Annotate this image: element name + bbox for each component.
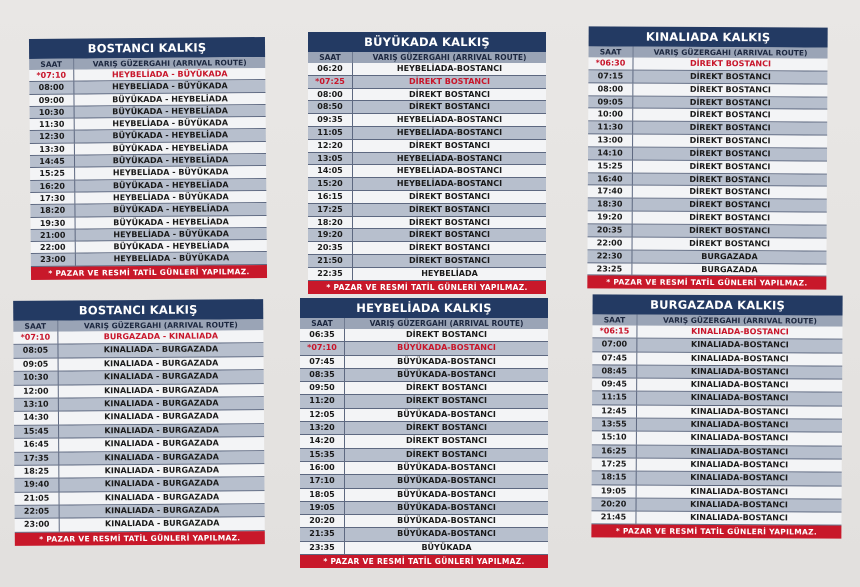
- footnote: * PAZAR VE RESMİ TATİL GÜNLERİ YAPILMAZ.: [587, 276, 826, 290]
- departure-time: 17:35: [14, 452, 59, 465]
- departure-time: 20:35: [308, 242, 353, 254]
- table-row: [300, 542, 548, 555]
- table-row: [587, 250, 826, 264]
- arrival-route: BÜYÜKADA - HEYBELİADA: [112, 179, 229, 190]
- departure-time: 19:30: [31, 217, 76, 229]
- arrival-route: DİREKT BOSTANCI: [409, 191, 490, 201]
- table-row: [592, 472, 842, 487]
- departure-time: 09:05: [588, 96, 633, 108]
- arrival-route: HEYBELİADA - BÜYÜKADA: [112, 167, 229, 178]
- table-row: [308, 229, 546, 242]
- arrival-route: KINALIADA - BURGAZADA: [104, 492, 220, 502]
- departure-time: 06:20: [308, 63, 353, 75]
- arrival-route: DİREKT BOSTANCI: [689, 225, 771, 236]
- table-row: [588, 147, 827, 161]
- arrival-route: HEYBELİADA-BOSTANCI: [396, 153, 503, 163]
- route-column-header: VARIŞ GÜZERGAHI (ARRIVAL ROUTE): [83, 320, 238, 331]
- route-column-header: VARIŞ GÜZERGAHI (ARRIVAL ROUTE): [372, 53, 527, 62]
- arrival-route: KINALIADA-BOSTANCI: [691, 326, 789, 337]
- table-row: [308, 217, 546, 230]
- arrival-route: BÜYÜKADA-BOSTANCI: [397, 356, 496, 366]
- departure-time: 19:20: [588, 211, 633, 223]
- departure-time: 21:45: [591, 512, 636, 525]
- arrival-route: KINALIADA - BURGAZADA: [103, 371, 219, 382]
- departure-time: 19:05: [300, 502, 345, 514]
- table-row: [592, 432, 842, 447]
- table-title: BÜYÜKADA KALKIŞ: [308, 32, 546, 52]
- footnote: * PAZAR VE RESMİ TATİL GÜNLERİ YAPILMAZ.: [15, 531, 265, 546]
- departure-time: 08:50: [308, 101, 353, 113]
- arrival-route: DİREKT BOSTANCI: [689, 200, 771, 210]
- departure-time: 08:45: [592, 365, 637, 378]
- departure-time: 23:25: [587, 263, 632, 275]
- table-row: [588, 237, 827, 251]
- table-row: [300, 489, 548, 502]
- time-column-header: SAAT: [300, 318, 345, 329]
- table-row: [592, 485, 842, 500]
- table-row: [588, 96, 827, 110]
- departure-time: 15:45: [14, 425, 59, 438]
- arrival-route: BÜYÜKADA - HEYBELİADA: [112, 155, 229, 166]
- table-burgazada-departure: [591, 294, 842, 539]
- departure-time: 08:05: [13, 345, 58, 358]
- time-column-header: SAAT: [308, 52, 353, 63]
- table-row: [308, 127, 546, 140]
- arrival-route: DİREKT BOSTANCI: [409, 243, 490, 253]
- table-heybeliada-departure: [300, 298, 548, 568]
- table-row: [592, 352, 842, 367]
- arrival-route: BURGAZADA - KINALIADA: [103, 331, 219, 342]
- table-row: [308, 191, 546, 204]
- table-row: [308, 242, 546, 255]
- arrival-route: BURGAZADA: [701, 251, 758, 261]
- departure-time: 16:00: [300, 462, 345, 474]
- table-row: [300, 449, 548, 462]
- table-row: [592, 405, 842, 420]
- table-row: [300, 502, 548, 515]
- arrival-route: DİREKT BOSTANCI: [689, 148, 771, 159]
- arrival-route: DİREKT BOSTANCI: [406, 383, 487, 393]
- departure-time: 12:45: [592, 405, 637, 418]
- arrival-route: KINALIADA - BURGAZADA: [104, 411, 219, 422]
- table-row: [588, 211, 827, 225]
- departure-time: 11:05: [308, 127, 353, 139]
- table-kinaliada-departure: [587, 26, 827, 290]
- arrival-route: KINALIADA-BOSTANCI: [690, 433, 789, 443]
- table-title: KINALIADA KALKIŞ: [589, 26, 828, 47]
- departure-time: 22:00: [31, 242, 76, 254]
- departure-time: 07:00: [592, 339, 637, 352]
- departure-time: 13:55: [592, 418, 637, 431]
- departure-time: *07:10: [300, 342, 345, 354]
- table-row: [300, 422, 548, 435]
- table-row: [588, 160, 827, 174]
- table-bostanci-departure-2: [13, 299, 265, 546]
- footnote: * PAZAR VE RESMİ TATİL GÜNLERİ YAPILMAZ.: [300, 555, 548, 568]
- arrival-route: DİREKT BOSTANCI: [409, 102, 490, 112]
- arrival-route: KINALIADA-BOSTANCI: [690, 340, 789, 350]
- arrival-route: BÜYÜKADA-BOSTANCI: [397, 476, 496, 486]
- arrival-route: KINALIADA - BURGAZADA: [103, 344, 219, 355]
- arrival-route: DİREKT BOSTANCI: [406, 330, 487, 339]
- table-row: [300, 435, 548, 448]
- departure-time: 19:05: [592, 485, 637, 498]
- departure-time: 12:20: [308, 140, 353, 152]
- departure-time: 23:00: [15, 519, 60, 532]
- arrival-route: BÜYÜKADA - HEYBELİADA: [113, 204, 229, 215]
- table-row: [588, 70, 827, 84]
- arrival-route: BÜYÜKADA-BOSTANCI: [397, 343, 496, 353]
- arrival-route: KINALIADA-BOSTANCI: [690, 366, 789, 377]
- arrival-route: DİREKT BOSTANCI: [689, 187, 771, 197]
- departure-time: 11:15: [592, 392, 637, 405]
- table-row: [300, 409, 548, 422]
- departure-time: 17:25: [592, 458, 637, 471]
- departure-time: 09:35: [308, 114, 353, 126]
- departure-time: 17:25: [308, 204, 353, 216]
- table-row: [300, 515, 548, 528]
- table-row: [588, 122, 827, 136]
- arrival-route: BÜYÜKADA-BOSTANCI: [397, 529, 496, 539]
- table-row: [300, 475, 548, 488]
- departure-time: 17:40: [588, 186, 633, 198]
- table-row: [300, 329, 548, 342]
- departure-time: 13:20: [300, 422, 345, 434]
- arrival-route: DİREKT BOSTANCI: [689, 110, 771, 120]
- arrival-route: KINALIADA-BOSTANCI: [690, 499, 788, 510]
- arrival-route: BÜYÜKADA-BOSTANCI: [397, 516, 496, 526]
- table-row: [588, 224, 827, 238]
- departure-time: 16:15: [308, 191, 353, 203]
- table-row: [588, 109, 827, 123]
- departure-time: 13:10: [14, 399, 59, 412]
- departure-time: 23:35: [300, 542, 345, 554]
- arrival-route: BURGAZADA: [701, 264, 758, 274]
- departure-time: 22:30: [587, 250, 632, 262]
- departure-time: 07:15: [588, 70, 633, 82]
- departure-time: 08:00: [308, 89, 353, 101]
- arrival-route: DİREKT BOSTANCI: [689, 97, 771, 107]
- route-column-header: VARIŞ GÜZERGAHI (ARRIVAL ROUTE): [653, 47, 808, 58]
- table-row: [592, 325, 842, 340]
- table-row: [592, 379, 842, 394]
- departure-time: *06:15: [592, 325, 637, 338]
- arrival-route: DİREKT BOSTANCI: [689, 213, 771, 223]
- table-row: [588, 134, 827, 148]
- table-row: [592, 445, 842, 460]
- table-row: [308, 165, 546, 178]
- departure-time: 08:00: [29, 82, 74, 94]
- table-row: [308, 89, 546, 102]
- arrival-route: KINALIADA-BOSTANCI: [690, 486, 788, 496]
- table-header: [300, 318, 548, 329]
- footnote: * PAZAR VE RESMİ TATİL GÜNLERİ YAPILMAZ.: [31, 265, 267, 280]
- table-row: [308, 255, 546, 268]
- arrival-route: BÜYÜKADA: [421, 542, 472, 552]
- arrival-route: KINALIADA - BURGAZADA: [103, 358, 219, 369]
- arrival-route: KINALIADA - BURGAZADA: [104, 385, 219, 395]
- departure-time: 18:20: [308, 217, 353, 229]
- departure-time: 22:35: [308, 268, 353, 280]
- departure-time: 12:05: [300, 409, 345, 421]
- table-rows: [587, 57, 827, 277]
- arrival-route: KINALIADA - BURGAZADA: [104, 465, 220, 476]
- departure-time: 18:20: [30, 205, 75, 217]
- arrival-route: BÜYÜKADA-BOSTANCI: [397, 369, 496, 379]
- arrival-route: HEYBELİADA - BÜYÜKADA: [112, 81, 228, 92]
- table-row: [308, 101, 546, 114]
- route-column-header: VARIŞ GÜZERGAHI (ARRIVAL ROUTE): [92, 58, 247, 69]
- table-title: HEYBELİADA KALKIŞ: [300, 298, 548, 318]
- departure-time: 15:25: [588, 160, 633, 172]
- departure-time: 18:05: [300, 489, 345, 501]
- table-title: BOSTANCI KALKIŞ: [13, 299, 263, 321]
- departure-time: 12:30: [30, 131, 75, 143]
- departure-time: 10:30: [30, 107, 75, 119]
- arrival-route: DİREKT BOSTANCI: [690, 58, 771, 69]
- table-row: [588, 83, 827, 97]
- arrival-route: KINALIADA-BOSTANCI: [690, 446, 789, 457]
- arrival-route: KINALIADA - BURGAZADA: [104, 398, 219, 409]
- table-row: [308, 140, 546, 153]
- departure-time: 09:45: [592, 379, 637, 392]
- arrival-route: HEYBELİADA - BÜYÜKADA: [112, 118, 229, 129]
- arrival-route: DİREKT BOSTANCI: [689, 84, 771, 95]
- arrival-route: BÜYÜKADA - HEYBELİADA: [112, 106, 228, 117]
- departure-time: 08:00: [588, 83, 633, 95]
- table-rows: [300, 329, 548, 555]
- table-row: [588, 173, 827, 187]
- departure-time: 18:25: [14, 465, 59, 478]
- arrival-route: KINALIADA - BURGAZADA: [104, 478, 220, 489]
- arrival-route: DİREKT BOSTANCI: [406, 423, 487, 433]
- departure-time: 09:00: [29, 94, 74, 106]
- departure-time: 20:35: [588, 224, 633, 236]
- arrival-route: HEYBELİADA-BOSTANCI: [396, 64, 503, 73]
- arrival-route: HEYBELİADA - BÜYÜKADA: [111, 69, 228, 80]
- arrival-route: BÜYÜKADA - HEYBELİADA: [113, 241, 230, 252]
- departure-time: 14:20: [300, 435, 345, 447]
- departure-time: 20:20: [592, 498, 637, 511]
- arrival-route: DİREKT BOSTANCI: [409, 255, 490, 265]
- departure-time: 19:20: [308, 229, 353, 241]
- arrival-route: KINALIADA - BURGAZADA: [104, 438, 219, 449]
- table-row: [308, 153, 546, 166]
- time-column-header: SAAT: [592, 314, 637, 325]
- table-row: [300, 369, 548, 382]
- table-title: BURGAZADA KALKIŞ: [593, 294, 843, 315]
- arrival-route: KINALIADA-BOSTANCI: [690, 353, 789, 363]
- departure-time: 13:30: [30, 143, 75, 155]
- arrival-route: DİREKT BOSTANCI: [409, 230, 490, 240]
- arrival-route: DİREKT BOSTANCI: [689, 238, 771, 249]
- departure-time: 06:35: [300, 329, 345, 341]
- table-row: [592, 458, 842, 473]
- table-rows: [591, 325, 842, 526]
- table-row: [592, 339, 842, 354]
- departure-time: 07:45: [592, 352, 637, 365]
- departure-time: 07:45: [300, 356, 345, 368]
- table-row: [592, 392, 842, 407]
- arrival-route: KINALIADA-BOSTANCI: [690, 406, 789, 417]
- departure-time: *06:30: [588, 57, 633, 69]
- arrival-route: BÜYÜKADA-BOSTANCI: [397, 462, 496, 472]
- table-row: [308, 63, 546, 76]
- arrival-route: KINALIADA - BURGAZADA: [104, 451, 219, 462]
- departure-time: 08:35: [300, 369, 345, 381]
- route-column-header: VARIŞ GÜZERGAHI (ARRIVAL ROUTE): [369, 319, 524, 328]
- table-row: [300, 462, 548, 475]
- arrival-route: BÜYÜKADA - HEYBELİADA: [112, 130, 229, 141]
- arrival-route: HEYBELİADA-BOSTANCI: [396, 179, 503, 189]
- departure-time: 15:25: [30, 168, 75, 180]
- arrival-route: DİREKT BOSTANCI: [406, 436, 487, 446]
- arrival-route: KINALIADA-BOSTANCI: [690, 380, 789, 390]
- departure-time: 11:30: [588, 122, 633, 134]
- table-row: [300, 395, 548, 408]
- departure-time: 09:50: [300, 382, 345, 394]
- arrival-route: KINALIADA-BOSTANCI: [690, 459, 789, 470]
- arrival-route: BÜYÜKADA - HEYBELİADA: [112, 93, 228, 104]
- departure-time: 09:05: [14, 358, 59, 371]
- arrival-route: DİREKT BOSTANCI: [689, 174, 771, 184]
- arrival-route: DİREKT BOSTANCI: [409, 76, 490, 86]
- table-header: [308, 52, 546, 63]
- arrival-route: BÜYÜKADA-BOSTANCI: [397, 409, 496, 419]
- arrival-route: HEYBELİADA - BÜYÜKADA: [113, 229, 229, 240]
- route-column-header: VARIŞ GÜZERGAHI (ARRIVAL ROUTE): [663, 315, 817, 326]
- time-column-header: SAAT: [13, 321, 58, 332]
- arrival-route: DİREKT BOSTANCI: [406, 449, 487, 459]
- table-rows: [308, 63, 546, 281]
- departure-time: 22:00: [588, 237, 633, 249]
- arrival-route: DİREKT BOSTANCI: [406, 396, 487, 406]
- departure-time: 16:40: [588, 173, 633, 185]
- departure-time: 14:05: [308, 165, 353, 177]
- arrival-route: DİREKT BOSTANCI: [689, 123, 771, 133]
- departure-time: 15:20: [308, 178, 353, 190]
- table-row: [300, 342, 548, 355]
- arrival-route: HEYBELİADA-BOSTANCI: [396, 166, 503, 176]
- table-row: [591, 512, 841, 527]
- departure-time: 17:30: [30, 193, 75, 205]
- departure-time: 21:50: [308, 255, 353, 267]
- table-row: [308, 114, 546, 127]
- table-row: [308, 204, 546, 217]
- table-row: [588, 57, 827, 71]
- departure-time: 22:05: [15, 506, 60, 519]
- arrival-route: KINALIADA-BOSTANCI: [690, 419, 789, 430]
- departure-time: 16:25: [592, 445, 637, 458]
- time-column-header: SAAT: [29, 59, 74, 70]
- departure-time: 21:00: [31, 229, 76, 241]
- footnote: * PAZAR VE RESMİ TATİL GÜNLERİ YAPILMAZ.: [308, 281, 546, 294]
- time-column-header: SAAT: [589, 46, 634, 57]
- departure-time: 14:10: [588, 147, 633, 159]
- departure-time: 16:45: [14, 439, 59, 452]
- departure-time: 14:30: [14, 412, 59, 425]
- arrival-route: HEYBELİADA - BÜYÜKADA: [113, 253, 230, 264]
- table-row: [308, 268, 546, 281]
- departure-time: 10:30: [14, 372, 59, 385]
- table-row: [592, 418, 842, 433]
- departure-time: 15:35: [300, 449, 345, 461]
- table-buyukada-departure: [308, 32, 546, 294]
- table-bostanci-departure-1: [29, 37, 267, 280]
- arrival-route: BÜYÜKADA-BOSTANCI: [397, 489, 496, 499]
- departure-time: 12:00: [14, 385, 59, 398]
- arrival-route: DİREKT BOSTANCI: [689, 135, 771, 146]
- departure-time: *07:10: [29, 70, 74, 82]
- arrival-route: HEYBELİADA-BOSTANCI: [396, 115, 503, 125]
- arrival-route: DİREKT BOSTANCI: [409, 140, 490, 150]
- arrival-route: KINALIADA - BURGAZADA: [104, 505, 220, 516]
- table-title: BOSTANCI KALKIŞ: [29, 37, 265, 59]
- departure-time: 14:45: [30, 156, 75, 168]
- arrival-route: KINALIADA-BOSTANCI: [690, 393, 789, 403]
- table-row: [308, 76, 546, 89]
- table-row: [587, 263, 826, 277]
- table-row: [592, 498, 842, 513]
- departure-time: 21:35: [300, 528, 345, 540]
- departure-time: 23:00: [31, 254, 76, 266]
- departure-time: 21:05: [14, 492, 59, 505]
- departure-time: 17:10: [300, 475, 345, 487]
- table-rows: [29, 68, 267, 267]
- footnote: * PAZAR VE RESMİ TATİL GÜNLERİ YAPILMAZ.: [591, 525, 841, 539]
- arrival-route: BÜYÜKADA - HEYBELİADA: [112, 143, 229, 154]
- arrival-route: DİREKT BOSTANCI: [409, 204, 490, 214]
- departure-time: 11:20: [300, 395, 345, 407]
- arrival-route: HEYBELİADA - BÜYÜKADA: [112, 192, 229, 203]
- table-row: [592, 365, 842, 380]
- departure-time: 15:10: [592, 432, 637, 445]
- table-rows: [13, 330, 264, 533]
- arrival-route: BÜYÜKADA-BOSTANCI: [397, 502, 496, 512]
- arrival-route: DİREKT BOSTANCI: [409, 89, 490, 99]
- departure-time: *07:10: [13, 332, 58, 345]
- arrival-route: KINALIADA-BOSTANCI: [690, 473, 789, 483]
- arrival-route: DİREKT BOSTANCI: [409, 217, 490, 227]
- arrival-route: KINALIADA - BURGAZADA: [104, 518, 220, 529]
- arrival-route: DİREKT BOSTANCI: [689, 71, 771, 82]
- table-row: [300, 382, 548, 395]
- table-row: [308, 178, 546, 191]
- arrival-route: HEYBELİADA-BOSTANCI: [396, 127, 503, 137]
- departure-time: 11:30: [30, 119, 75, 131]
- arrival-route: HEYBELİADA: [421, 268, 478, 278]
- departure-time: 16:20: [30, 180, 75, 192]
- arrival-route: BÜYÜKADA - HEYBELİADA: [113, 216, 229, 227]
- departure-time: 10:00: [588, 109, 633, 121]
- departure-time: 18:30: [588, 199, 633, 211]
- departure-time: *07:25: [308, 76, 353, 88]
- departure-time: 13:00: [588, 134, 633, 146]
- arrival-route: KINALIADA-BOSTANCI: [690, 513, 788, 523]
- table-row: [300, 528, 548, 541]
- table-row: [588, 199, 827, 213]
- departure-time: 20:20: [300, 515, 345, 527]
- table-row: [300, 356, 548, 369]
- arrival-route: KINALIADA - BURGAZADA: [104, 425, 219, 435]
- arrival-route: DİREKT BOSTANCI: [689, 161, 771, 172]
- departure-time: 18:15: [592, 472, 637, 485]
- departure-time: 13:05: [308, 153, 353, 165]
- departure-time: 19:40: [14, 479, 59, 492]
- table-row: [588, 186, 827, 200]
